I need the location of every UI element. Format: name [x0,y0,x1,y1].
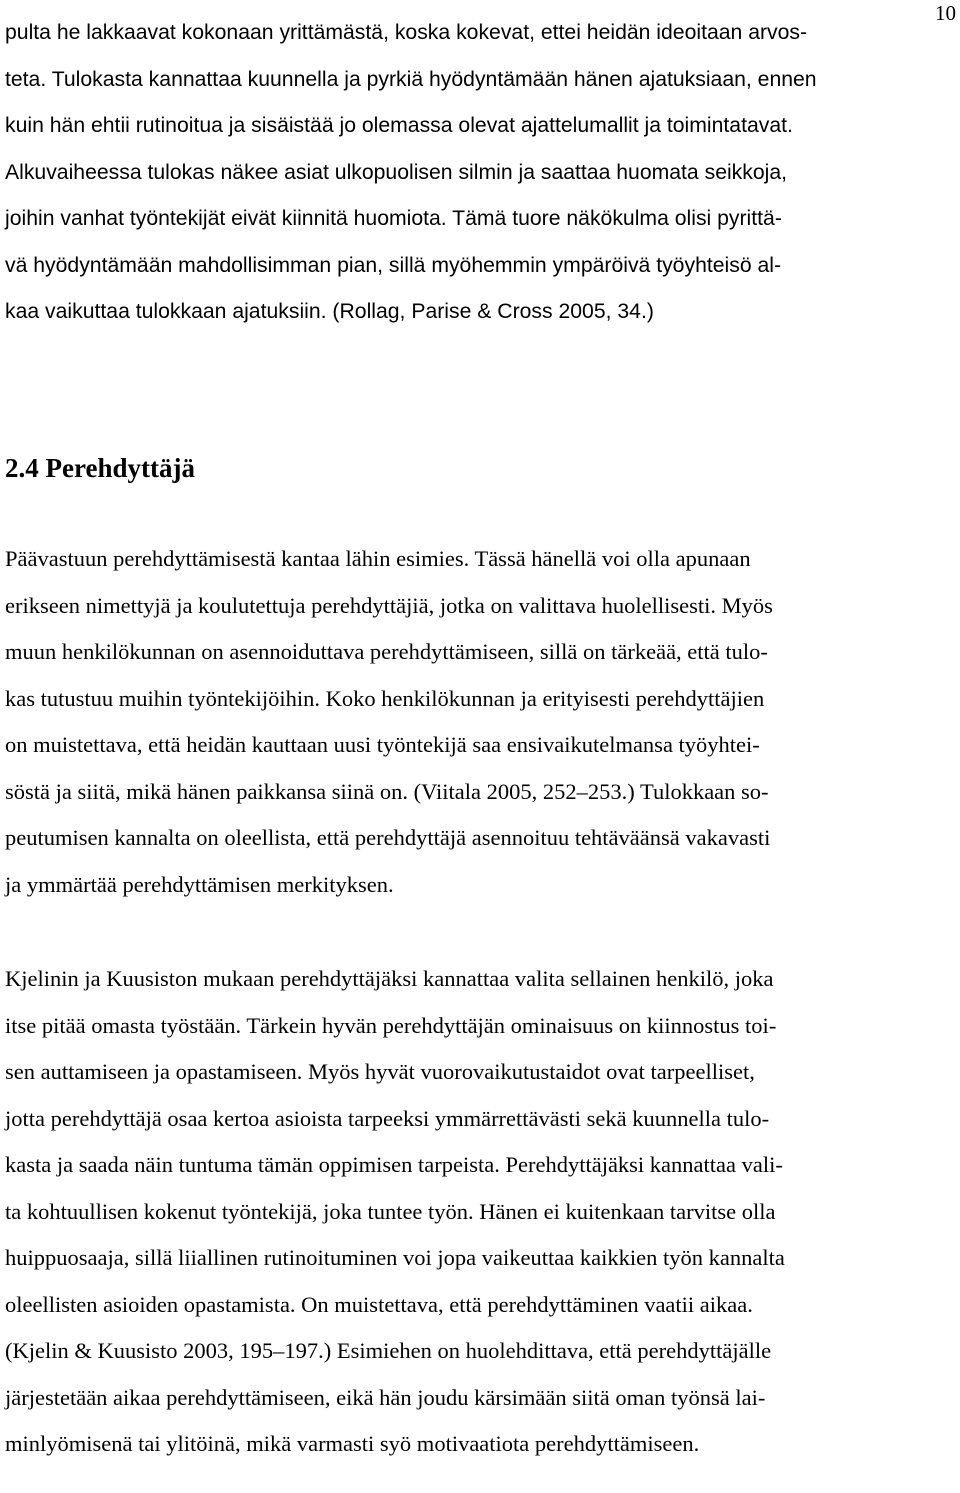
text-line: kas tutustuu muihin työntekijöihin. Koko henkilökunnan ja erityisesti perehdyttäjien [5,686,765,711]
text-line: Päävastuun perehdyttämisestä kantaa lähin esimies. Tässä hänellä voi olla apunaan [5,546,751,571]
section-heading: 2.4 Perehdyttäjä [5,453,195,483]
text-line: ja ymmärtää perehdyttämisen merkityksen. [5,872,394,897]
text-line: minlyömisenä tai ylitöinä, mikä varmasti syö motivaatiota perehdyttämiseen. [5,1431,700,1456]
text-line: kuin hän ehtii rutinoitua ja sisäistää jo olemassa olevat ajattelumallit ja toimintatavat. [5,114,793,137]
text-line: (Kjelin & Kuusisto 2003, 195–197.) Esimiehen on huolehdittava, että perehdyttäjälle [5,1338,772,1363]
text-line: sen auttamiseen ja opastamiseen. Myös hyvät vuorovaikutustaidot ovat tarpeelliset, [5,1059,755,1084]
text-line: vä hyödyntämään mahdollisimman pian, sillä myöhemmin ympäröivä työyhteisö al- [5,254,782,277]
text-line: oleellisten asioiden opastamista. On muistettava, että perehdyttäminen vaatii aikaa. [5,1292,753,1317]
text-line: itse pitää omasta työstään. Tärkein hyvän perehdyttäjän ominaisuus on kiinnostus toi- [5,1013,777,1038]
text-line: ta kohtuullisen kokenut työntekijä, joka tuntee työn. Hänen ei kuitenkaan tarvitse olla [5,1199,776,1224]
text-line: söstä ja siitä, mikä hänen paikkansa siinä on. (Viitala 2005, 252–253.) Tulokkaan so- [5,779,769,804]
text-line: järjestetään aikaa perehdyttämiseen, eikä hän joudu kärsimään siitä oman työnsä lai- [5,1385,766,1410]
text-line: pulta he lakkaavat kokonaan yrittämästä, koska kokevat, ettei heidän ideoitaan arvos- [5,21,808,44]
text-line: huippuosaaja, sillä liiallinen rutinoituminen voi jopa vaikeuttaa kaikkien työn kannalta [5,1245,785,1270]
text-line: teta. Tulokasta kannattaa kuunnella ja pyrkiä hyödyntämään hänen ajatuksiaan, ennen [5,68,817,91]
page-number: 10 [935,1,956,25]
text-line: kaa vaikuttaa tulokkaan ajatuksiin. (Rollag, Parise & Cross 2005, 34.) [5,300,654,323]
text-line: on muistettava, että heidän kauttaan uusi työntekijä saa ensivaikutelmansa työyhtei- [5,732,760,757]
text-line: joihin vanhat työntekijät eivät kiinnitä huomiota. Tämä tuore näkökulma olisi pyrittä- [5,207,782,230]
text-line: jotta perehdyttäjä osaa kertoa asioista tarpeeksi ymmärrettävästi sekä kuunnella tulo- [5,1106,770,1131]
text-line: muun henkilökunnan on asennoiduttava perehdyttämiseen, sillä on tärkeää, että tulo- [5,639,768,664]
text-line: peutumisen kannalta on oleellista, että perehdyttäjä asennoituu tehtäväänsä vakavasti [5,825,771,850]
text-line: Kjelinin ja Kuusiston mukaan perehdyttäjäksi kannattaa valita sellainen henkilö, joka [5,966,774,991]
text-line: Alkuvaiheessa tulokas näkee asiat ulkopuolisen silmin ja saattaa huomata seikkoja, [5,161,788,184]
text-line: erikseen nimettyjä ja koulutettuja perehdyttäjiä, jotka on valittava huolellisesti. Myös [5,593,773,618]
text-line: kasta ja saada näin tuntuma tämän oppimisen tarpeista. Perehdyttäjäksi kannattaa vali- [5,1152,783,1177]
